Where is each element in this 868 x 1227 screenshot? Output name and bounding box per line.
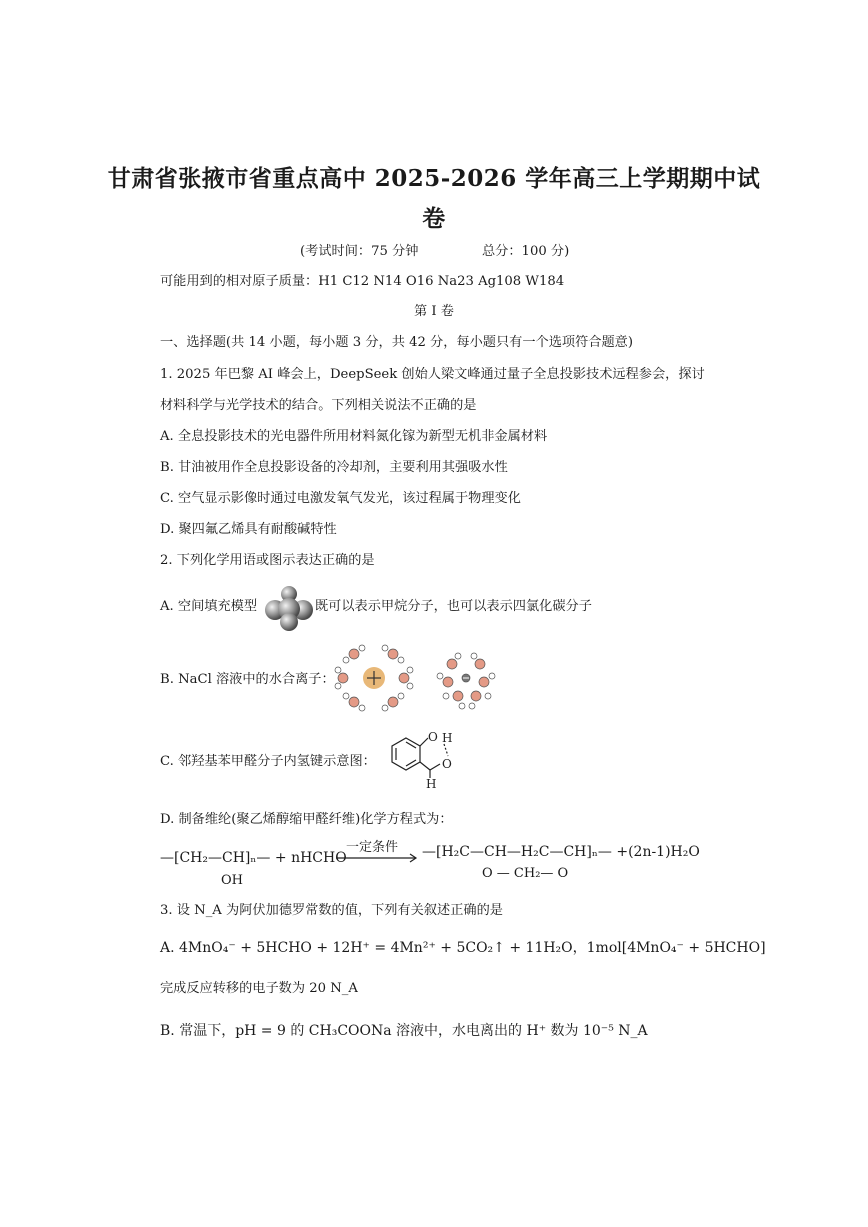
q3-option-b: B. 常温下，pH = 9 的 CH₃COONa 溶液中，水电离出的 H⁺ 数为 10⁻⁵ N_A [160,1023,648,1039]
space-filling-model-image [264,585,314,631]
reaction-right-bottom: O — CH₂— O [482,866,569,881]
q1-option-b: B. 甘油被用作全息投影设备的冷却剂，主要利用其强吸水性 [160,460,508,475]
q1-option-d: D. 聚四氟乙烯具有耐酸碱特性 [160,522,337,537]
q1-option-c: C. 空气显示影像时通过电激发氧气发光，该过程属于物理变化 [160,491,521,506]
reaction-right: —[H₂C—CH—H₂C—CH]ₙ— +(2n-1)H₂O [422,844,700,860]
hydrated-anion-image [432,646,500,710]
salicylaldehyde-structure-image [382,728,464,788]
exam-time: (考试时间：75 分钟 [300,244,419,259]
salicyl-h1-label: H [442,731,453,745]
salicyl-h2-label: H [426,777,437,788]
q2-option-a-pre: A. 空间填充模型 [160,599,258,614]
q1-option-a: A. 全息投影技术的光电器件所用材料氮化镓为新型无机非金属材料 [160,429,548,444]
salicyl-o1-label: O [428,730,438,744]
total-score: 总分：100 分) [482,244,570,259]
q3-option-a-cont: 完成反应转移的电子数为 20 N_A [160,981,358,996]
exam-title-line1: 甘肃省张掖市省重点高中 2025-2026 学年高三上学期期中试 [107,165,761,192]
q2-option-d: D. 制备维纶(聚乙烯醇缩甲醛纤维)化学方程式为： [160,812,453,827]
q2-option-b: B. NaCl 溶液中的水合离子： [160,672,335,687]
reaction-left: —[CH₂—CH]ₙ— + nHCHO [160,850,347,866]
salicyl-o2-label: O [442,757,452,771]
atomic-masses: 可能用到的相对原子质量：H1 C12 N14 O16 Na23 Ag108 W184 [160,274,565,289]
q3-option-a-equation: A. 4MnO₄⁻ + 5HCHO + 12H⁺ = 4Mn²⁺ + 5CO₂↑ + 11H₂O，1mol[4MnO₄⁻ + 5HCHO] [160,940,766,956]
q1-stem-line2: 材料科学与光学技术的结合。下列相关说法不正确的是 [160,398,477,413]
q2-option-a-post: 既可以表示甲烷分子，也可以表示四氯化碳分子 [315,599,592,614]
hydrated-cation-image [332,640,416,716]
q3-stem: 3. 设 N_A 为阿伏加德罗常数的值，下列有关叙述正确的是 [160,903,503,918]
q2-stem: 2. 下列化学用语或图示表达正确的是 [160,553,375,568]
reaction-left-oh: OH [221,873,243,888]
section-title: 一、选择题(共 14 小题，每小题 3 分，共 42 分，每小题只有一个选项符合题意) [160,335,634,350]
exam-title-line2: 卷 [422,205,446,232]
reaction-condition: 一定条件 [346,840,399,855]
q2-option-c: C. 邻羟基苯甲醛分子内氢键示意图： [160,754,376,769]
reaction-arrow [336,852,420,864]
q1-stem-line1: 1. 2025 年巴黎 AI 峰会上，DeepSeek 创始人梁文峰通过量子全息投影技术远程参会，探讨 [160,367,705,382]
volume-label: 第 I 卷 [414,304,454,319]
